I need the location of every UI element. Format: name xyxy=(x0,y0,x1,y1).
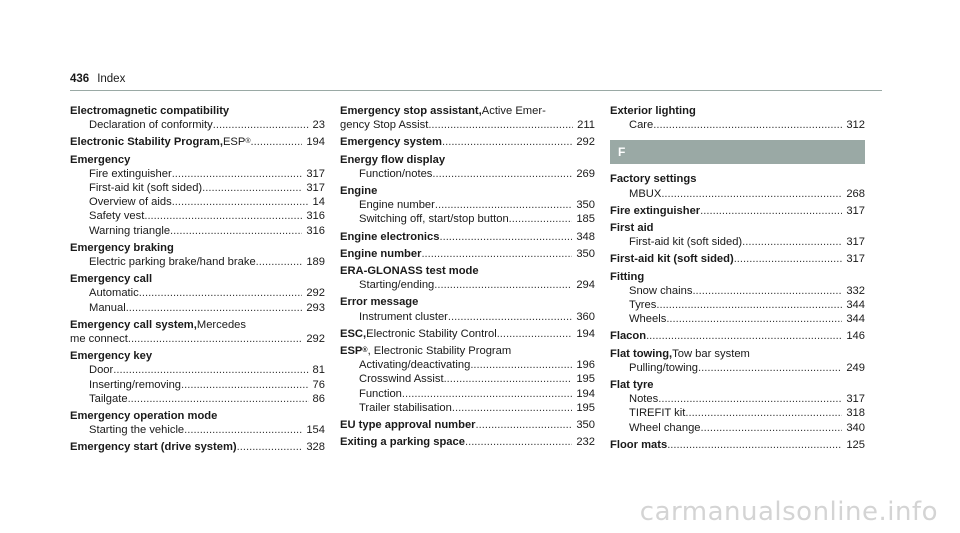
sub-entry-text: Function xyxy=(359,387,402,400)
page-ref[interactable]: 317 xyxy=(846,253,865,266)
sub-entry-text: First-aid kit (soft sided) xyxy=(629,236,743,249)
entry-title: Electronic Stability Program, xyxy=(70,136,223,149)
entry-suffix-cont: me connect xyxy=(70,333,128,346)
entry-title: Engine electronics xyxy=(340,230,440,243)
sub-entry-text: Wheel change xyxy=(629,421,701,434)
sub-entry-text: Function/notes xyxy=(359,167,433,180)
entry-title: Emergency call system, xyxy=(70,318,197,331)
page-ref[interactable]: 344 xyxy=(846,313,865,326)
sub-entry-text: Crosswind Assist xyxy=(359,373,444,386)
index-entry xyxy=(610,329,865,343)
entry-suffix: , Electronic Stability Program xyxy=(367,345,512,358)
index-entry xyxy=(70,135,325,149)
sub-entry-text: Starting the vehicle xyxy=(89,424,185,437)
index-entry xyxy=(340,135,595,149)
page-ref[interactable]: 292 xyxy=(306,287,325,300)
entry-title: ESC, xyxy=(340,327,367,340)
entry-title: Electromagnetic compatibility xyxy=(70,105,230,117)
entry-title: Exterior lighting xyxy=(610,105,696,117)
page-ref[interactable]: 195 xyxy=(576,373,595,386)
entry-title: Emergency braking xyxy=(70,241,174,254)
sub-entry-text: Instrument cluster xyxy=(359,310,448,323)
index-entry xyxy=(610,438,865,452)
index-entry xyxy=(610,347,865,375)
sub-entry-text: Wheels xyxy=(629,313,667,326)
sub-entry-text: Care xyxy=(629,119,654,132)
sub-entry-text: Warning triangle xyxy=(89,224,171,237)
page-ref[interactable]: 292 xyxy=(306,333,325,346)
page-ref[interactable]: 350 xyxy=(576,199,595,212)
entry-title: Error message xyxy=(340,296,419,309)
entry-title: Fire extinguisher xyxy=(610,204,701,217)
page-ref[interactable]: 194 xyxy=(576,327,595,340)
index-column-1 xyxy=(70,104,325,458)
sub-entry-text: Tailgate xyxy=(89,392,128,405)
sub-entry-text: Electric parking brake/hand brake xyxy=(89,256,256,269)
page-ref[interactable]: 317 xyxy=(846,236,865,249)
entry-title: Emergency start (drive system) xyxy=(70,441,237,454)
entry-title: Emergency stop assistant, xyxy=(340,105,482,117)
page-ref[interactable]: 312 xyxy=(846,119,865,132)
index-entry xyxy=(70,153,325,238)
index-entry xyxy=(340,104,595,132)
page-ref[interactable]: 293 xyxy=(306,301,325,314)
page-ref[interactable]: 317 xyxy=(846,393,865,406)
sub-entry-text: MBUX xyxy=(629,187,662,200)
entry-suffix: ESP xyxy=(222,136,246,149)
page-ref[interactable]: 86 xyxy=(312,392,325,405)
sub-entry-text: Snow chains xyxy=(629,284,693,297)
page-header xyxy=(70,73,125,85)
index-entry xyxy=(70,440,325,454)
page-ref[interactable]: 189 xyxy=(306,256,325,269)
page-ref[interactable]: 185 xyxy=(576,213,595,226)
index-entry xyxy=(610,204,865,218)
sub-entry-text: Pulling/towing xyxy=(629,361,699,374)
entry-suffix: Tow bar system xyxy=(672,347,750,360)
page-ref[interactable]: 317 xyxy=(306,167,325,180)
page-ref[interactable]: 360 xyxy=(576,310,595,323)
sub-entry-text: Fire extinguisher xyxy=(89,167,172,180)
page-ref[interactable]: 332 xyxy=(846,284,865,297)
page-ref[interactable]: 318 xyxy=(846,407,865,420)
index-entry xyxy=(610,221,865,249)
page-ref[interactable]: 194 xyxy=(306,136,325,149)
page-number: 436 xyxy=(70,73,90,85)
entry-title: First aid xyxy=(610,222,654,235)
page-ref[interactable]: 81 xyxy=(312,364,325,377)
watermark-text: carmanualsonline.info xyxy=(639,497,938,527)
entry-title: Flat tyre xyxy=(610,379,654,392)
index-entry xyxy=(340,327,595,341)
sub-entry-text: Notes xyxy=(629,393,659,406)
sub-entry-text: Trailer stabilisation xyxy=(359,401,452,414)
entry-title: Engine number xyxy=(340,247,422,260)
entry-title: Factory settings xyxy=(610,173,697,186)
entry-title: ERA-GLONASS test mode xyxy=(340,265,479,278)
entry-title: Energy flow display xyxy=(340,153,446,166)
entry-suffix: Electronic Stability Control xyxy=(366,327,497,340)
index-entry xyxy=(70,349,325,406)
page-ref[interactable]: 14 xyxy=(312,196,325,209)
page-ref[interactable]: 194 xyxy=(576,387,595,400)
sub-entry-text: Manual xyxy=(89,301,126,314)
sub-entry-text: Declaration of conformity xyxy=(89,119,213,132)
index-entry xyxy=(340,153,595,181)
sub-entry-text: Door xyxy=(89,364,114,377)
page-ref[interactable]: 294 xyxy=(576,279,595,292)
entry-title: Flacon xyxy=(610,330,647,343)
index-entry xyxy=(340,295,595,323)
index-entry xyxy=(340,435,595,449)
page-ref[interactable]: 316 xyxy=(306,210,325,223)
entry-title: Emergency system xyxy=(340,136,442,149)
entry-suffix: Mercedes xyxy=(196,318,246,331)
sub-entry-text: Starting/ending xyxy=(359,279,435,292)
entry-title: Fitting xyxy=(610,270,645,283)
registered-mark: ® xyxy=(245,138,251,146)
sub-entry-text: TIREFIT kit xyxy=(629,407,686,420)
page-ref[interactable]: 328 xyxy=(306,441,325,454)
entry-title: Flat towing, xyxy=(610,347,673,360)
entry-title: EU type approval number xyxy=(340,419,476,432)
entry-title: Emergency xyxy=(70,153,131,166)
page-ref[interactable]: 76 xyxy=(312,378,325,391)
page-ref[interactable]: 317 xyxy=(846,204,865,217)
sub-entry-text: Overview of aids xyxy=(89,196,172,209)
sub-entry-text: Switching off, start/stop button xyxy=(359,213,509,226)
page-ref[interactable]: 196 xyxy=(576,359,595,372)
index-entry xyxy=(70,409,325,437)
page-ref[interactable]: 195 xyxy=(576,401,595,414)
sub-entry-text: Engine number xyxy=(359,199,435,212)
page-ref[interactable]: 154 xyxy=(306,424,325,437)
page-ref[interactable]: 344 xyxy=(846,299,865,312)
page-ref[interactable]: 350 xyxy=(576,419,595,432)
page-ref[interactable]: 268 xyxy=(846,187,865,200)
page-ref[interactable]: 316 xyxy=(306,224,325,237)
page-ref[interactable]: 232 xyxy=(576,436,595,449)
entry-title: Emergency operation mode xyxy=(70,410,218,423)
page-ref[interactable]: 125 xyxy=(846,438,865,451)
page-ref[interactable]: 292 xyxy=(576,136,595,149)
entry-title: Emergency call xyxy=(70,273,153,286)
index-entry xyxy=(340,247,595,261)
index-entry xyxy=(70,272,325,315)
registered-mark: ® xyxy=(362,347,368,355)
index-entry xyxy=(340,264,595,292)
page-ref[interactable]: 269 xyxy=(576,167,595,180)
page-ref[interactable]: 348 xyxy=(576,230,595,243)
page-ref[interactable]: 249 xyxy=(846,361,865,374)
index-entry xyxy=(610,252,865,266)
entry-title: First-aid kit (soft sided) xyxy=(610,253,734,266)
entry-title: ESP xyxy=(340,345,363,358)
sub-entry-text: Activating/deactivating xyxy=(359,359,471,372)
header-rule xyxy=(70,90,882,91)
sub-entry-text: Automatic xyxy=(89,287,139,300)
sub-entry-text: Inserting/removing xyxy=(89,378,182,391)
letter-section-band: F xyxy=(610,140,865,164)
page-ref[interactable]: 340 xyxy=(846,421,865,434)
index-entry xyxy=(610,270,865,327)
section-label: Index xyxy=(97,73,126,85)
page-ref[interactable]: 211 xyxy=(577,119,595,132)
sub-entry-text: Safety vest xyxy=(89,210,145,223)
sub-entry-text: Tyres xyxy=(629,299,657,312)
entry-suffix: Active Emer- xyxy=(481,105,546,117)
index-entry xyxy=(70,241,325,269)
page-ref[interactable]: 350 xyxy=(576,247,595,260)
entry-title: Engine xyxy=(340,185,378,198)
entry-title: Exiting a parking space xyxy=(340,436,465,449)
entry-suffix-cont: gency Stop Assist xyxy=(340,119,429,132)
index-entry xyxy=(70,104,325,132)
page-ref[interactable]: 23 xyxy=(312,119,325,132)
sub-entry-text: First-aid kit (soft sided) xyxy=(89,182,203,195)
index-entry xyxy=(340,344,595,415)
index-entry xyxy=(340,184,595,227)
index-entry xyxy=(610,172,865,200)
index-column-3 xyxy=(610,104,865,455)
index-entry xyxy=(340,230,595,244)
entry-title: Floor mats xyxy=(610,438,668,451)
index-entry xyxy=(340,418,595,432)
index-column-2 xyxy=(340,104,595,452)
index-entry xyxy=(70,318,325,346)
index-entry xyxy=(610,104,865,132)
page-ref[interactable]: 317 xyxy=(306,182,325,195)
page-ref[interactable]: 146 xyxy=(846,330,865,343)
entry-title: Emergency key xyxy=(70,350,153,363)
index-entry xyxy=(610,378,865,435)
